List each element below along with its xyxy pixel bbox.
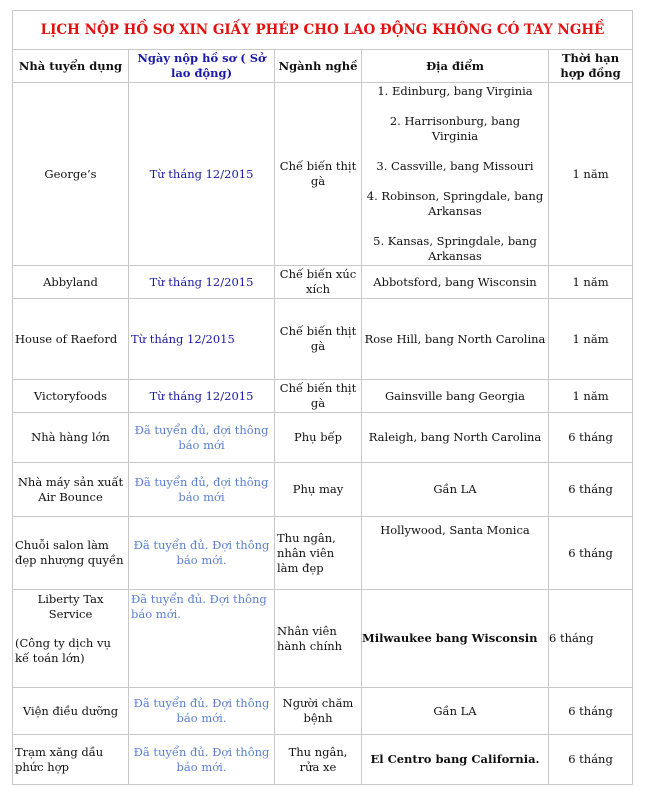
location-cell: El Centro bang California. (362, 735, 549, 785)
industry-cell: Chế biến thịt gà (275, 83, 362, 266)
table-row (13, 688, 633, 735)
duration-cell: 1 năm (549, 380, 633, 413)
employer-cell (13, 590, 129, 688)
duration-cell: 1 năm (549, 83, 633, 266)
date-cell: Đã tuyển đủ. Đợi thông báo mới. (129, 735, 275, 785)
industry-cell: Nhân viên hành chính (275, 590, 362, 688)
header-industry: Ngành nghề (275, 50, 362, 83)
date-cell: Từ tháng 12/2015 (129, 83, 275, 266)
schedule-table (12, 10, 633, 785)
employer-cell: Victoryfoods (13, 380, 129, 413)
table-row (13, 299, 633, 380)
table-row (13, 83, 633, 266)
duration-cell: 6 tháng (549, 590, 633, 688)
location-item: 1. Edinburg, bang Virginia (377, 84, 533, 98)
title-row (13, 11, 633, 50)
header-duration: Thời hạn hợp đồng (549, 50, 633, 83)
date-cell: Từ tháng 12/2015 (129, 266, 275, 299)
industry-cell: Người chăm bệnh (275, 688, 362, 735)
duration-cell: 1 năm (549, 299, 633, 380)
location-cell: Milwaukee bang Wisconsin (362, 590, 549, 688)
location-cell: Raleigh, bang North Carolina (362, 413, 549, 463)
date-cell: Từ tháng 12/2015 (129, 380, 275, 413)
table-row (13, 380, 633, 413)
header-row (13, 50, 633, 83)
table-title: LỊCH NỘP HỒ SƠ XIN GIẤY PHÉP CHO LAO ĐỘNG KHÔNG CÓ TAY NGHỀ (13, 11, 633, 50)
date-cell: Đã tuyển đủ. Đợi thông báo mới. (129, 517, 275, 590)
date-cell: Đã tuyển đủ. Đợi thông báo mới. (129, 688, 275, 735)
table-row (13, 266, 633, 299)
table-row (13, 517, 633, 590)
date-cell: Đã tuyển đủ. Đợi thông báo mới. (129, 590, 275, 688)
location-cell: Hollywood, Santa Monica (362, 517, 549, 590)
industry-cell: Phụ may (275, 463, 362, 517)
date-cell: Đã tuyển đủ, đợi thông báo mới (129, 463, 275, 517)
table-row (13, 735, 633, 785)
employer-cell: House of Raeford (13, 299, 129, 380)
location-item: 4. Robinson, Springdale, bang Arkansas (366, 189, 544, 218)
location-item: 2. Harrisonburg, bang Virginia (389, 114, 521, 143)
duration-cell: 6 tháng (549, 463, 633, 517)
duration-cell: 6 tháng (549, 517, 633, 590)
location-cell: Gần LA (362, 463, 549, 517)
employer-cell: Chuỗi salon làm đẹp nhượng quyền (13, 517, 129, 590)
location-item: 5. Kansas, Springdale, bang Arkansas (373, 234, 537, 263)
industry-cell: Chế biến xúc xích (275, 266, 362, 299)
industry-cell: Phụ bếp (275, 413, 362, 463)
location-cell: Gần LA (362, 688, 549, 735)
table-row (13, 590, 633, 688)
location-cell: Abbotsford, bang Wisconsin (362, 266, 549, 299)
table-row (13, 463, 633, 517)
duration-cell: 6 tháng (549, 413, 633, 463)
duration-cell: 6 tháng (549, 688, 633, 735)
industry-cell: Thu ngân, rửa xe (275, 735, 362, 785)
duration-cell: 1 năm (549, 266, 633, 299)
header-date: Ngày nộp hồ sơ ( Sở lao động) (129, 50, 275, 83)
employer-cell: Nhà máy sản xuất Air Bounce (13, 463, 129, 517)
employer-cell: Trạm xăng dầu phức hợp (13, 735, 129, 785)
employer-note: (Công ty dịch vụ kế toán lớn) (15, 636, 111, 665)
table-row (13, 413, 633, 463)
date-cell: Đã tuyển đủ, đợi thông báo mới (129, 413, 275, 463)
employer-cell: Viện điều dưỡng (13, 688, 129, 735)
employer-cell: George’s (13, 83, 129, 266)
industry-cell: Thu ngân, nhân viên làm đẹp (275, 517, 362, 590)
location-item: 3. Cassville, bang Missouri (376, 159, 534, 173)
duration-cell: 6 tháng (549, 735, 633, 785)
header-employer: Nhà tuyển dụng (13, 50, 129, 83)
date-cell: Từ tháng 12/2015 (129, 299, 275, 380)
location-cell (362, 83, 549, 266)
employer-cell: Abbyland (13, 266, 129, 299)
location-cell: Rose Hill, bang North Carolina (362, 299, 549, 380)
employer-cell: Nhà hàng lớn (13, 413, 129, 463)
employer-name: Liberty Tax Service (37, 592, 104, 621)
industry-cell: Chế biến thịt gà (275, 299, 362, 380)
header-location: Địa điểm (362, 50, 549, 83)
industry-cell: Chế biến thịt gà (275, 380, 362, 413)
location-cell: Gainsville bang Georgia (362, 380, 549, 413)
